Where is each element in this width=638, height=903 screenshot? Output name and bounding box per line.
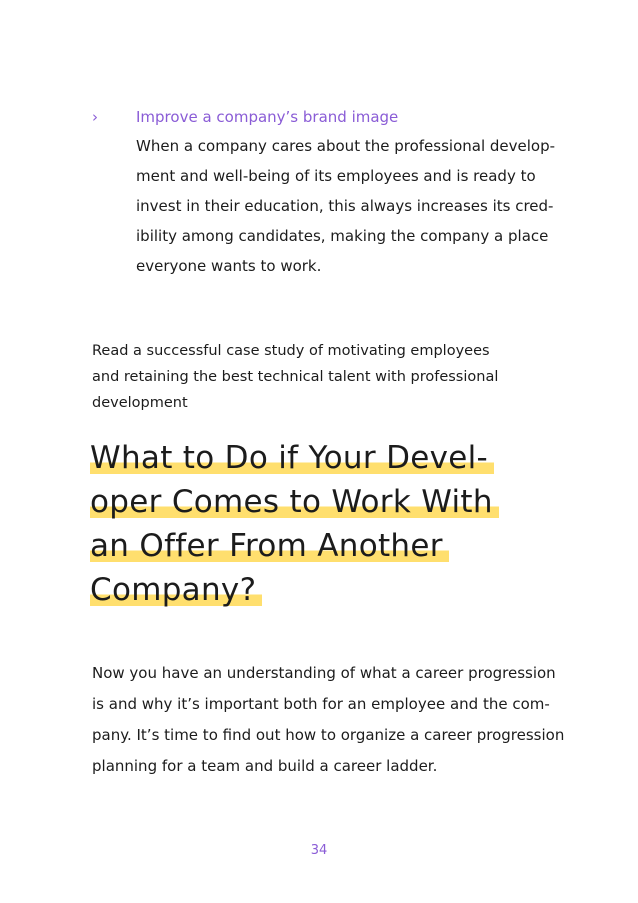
- case-study-line: Read a successful case study of motivating employees: [92, 343, 490, 359]
- paragraph-line: Now you have an understanding of what a career progression: [92, 664, 556, 682]
- paragraph-line: is and why it’s important both for an employee and the com-: [92, 695, 550, 713]
- page-number: 34: [310, 843, 328, 858]
- body-paragraph: [92, 658, 565, 782]
- case-study-link[interactable]: [92, 338, 552, 416]
- bullet-body-line: everyone wants to work.: [136, 257, 322, 275]
- bullet-body-line: invest in their education, this always increases its cred-: [136, 197, 554, 215]
- chevron-right-icon: ›: [92, 108, 98, 126]
- bullet-body-line: When a company cares about the professional develop-: [136, 137, 556, 155]
- paragraph-line: pany. It’s time to find out how to organize a career progression: [92, 726, 565, 744]
- bullet-body-line: ibility among candidates, making the company a place: [136, 227, 549, 245]
- bullet-body-line: ment and well-being of its employees and is ready to: [136, 167, 536, 185]
- heading-line: Company?: [90, 568, 262, 612]
- case-study-line: and retaining the best technical talent with professional: [92, 369, 499, 385]
- heading-line: What to Do if Your Devel-: [90, 436, 494, 480]
- heading-line: an Offer From Another: [90, 524, 449, 568]
- heading-line: oper Comes to Work With: [90, 480, 499, 524]
- paragraph-line: planning for a team and build a career ladder.: [92, 757, 438, 775]
- case-study-line: development: [92, 395, 188, 411]
- bullet-body: [136, 131, 556, 281]
- section-heading: [90, 436, 560, 612]
- bullet-title: Improve a company’s brand image: [136, 108, 399, 126]
